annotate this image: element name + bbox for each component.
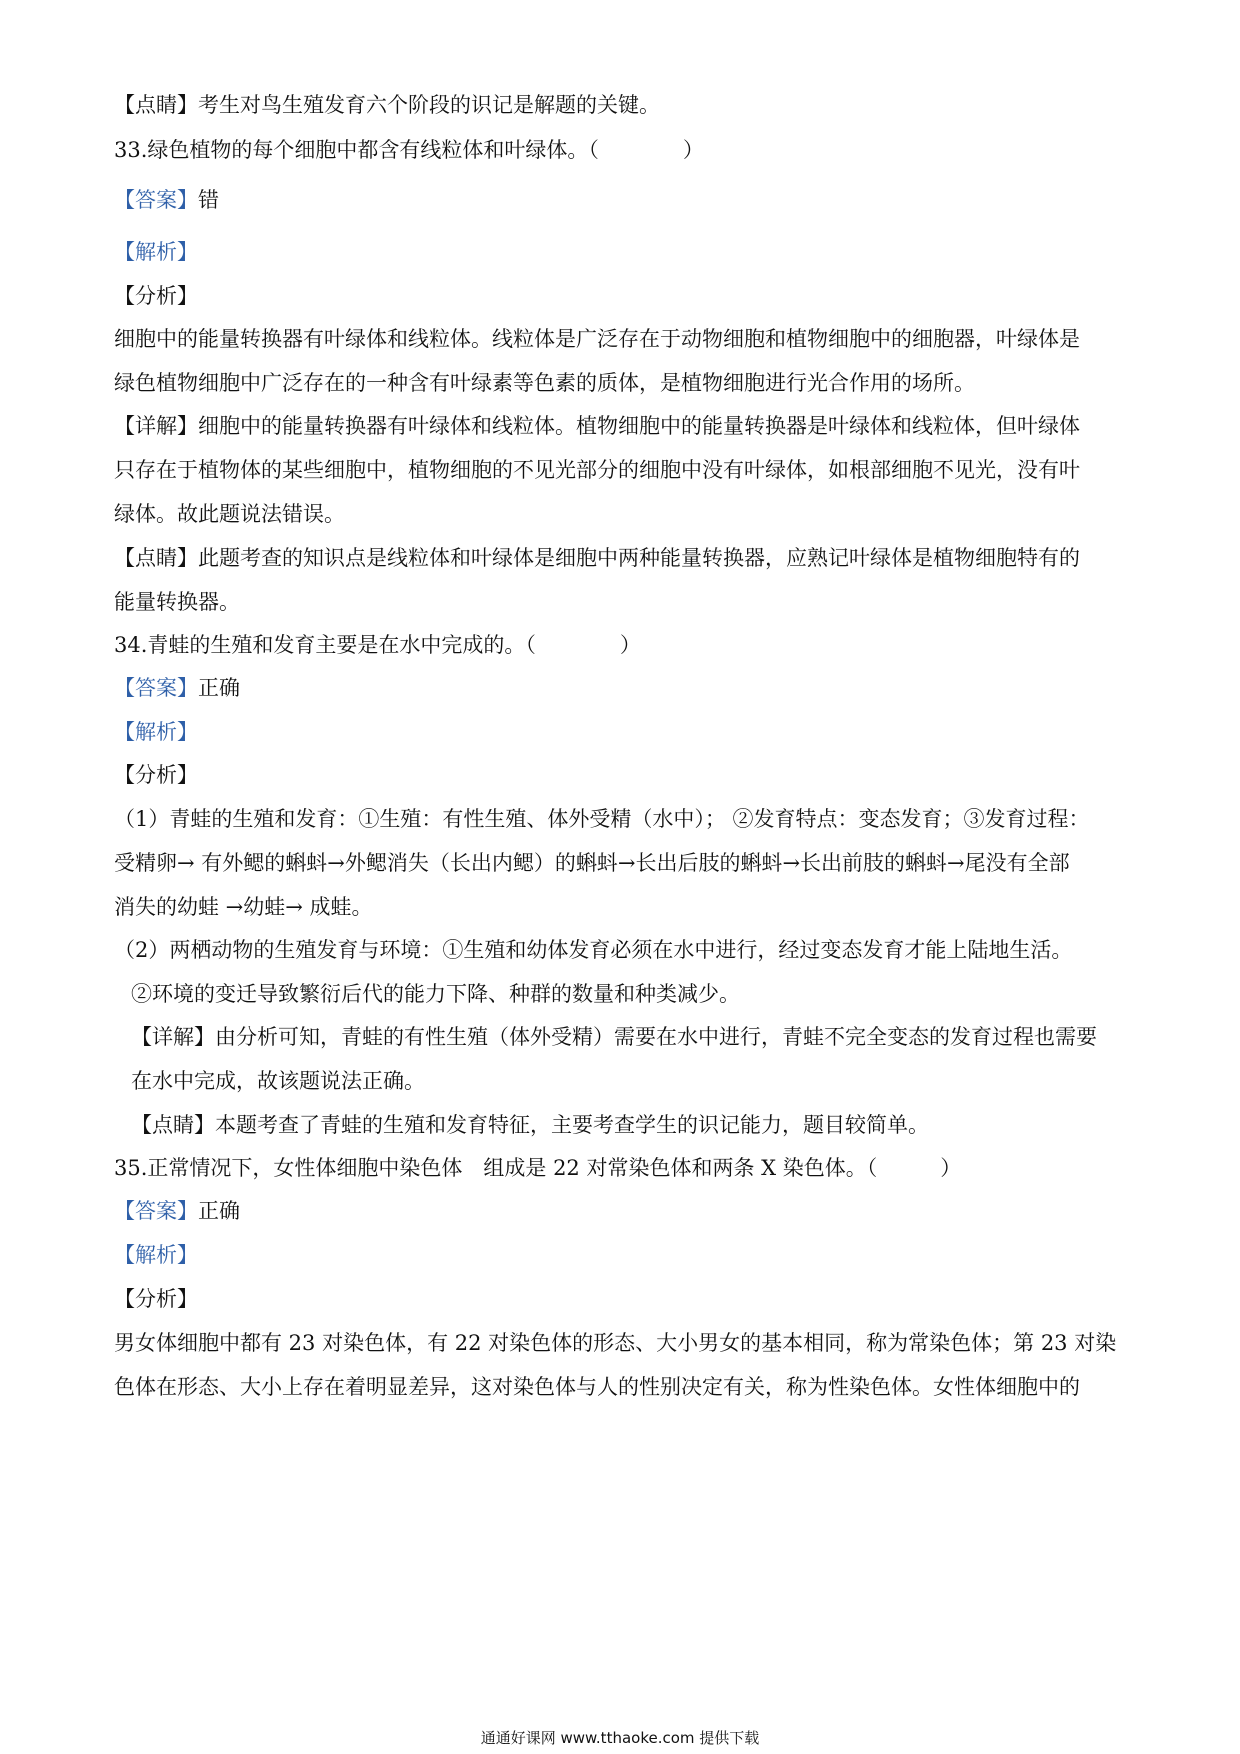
analysis-label-34: 【解析】 [114, 720, 198, 744]
detail-label: 【详解】 [114, 414, 198, 438]
tip-text: 本题考查了青蛙的生殖和发育特征，主要考查学生的识记能力，题目较简单。 [215, 1113, 929, 1137]
detail-label: 【详解】 [131, 1025, 215, 1049]
page-footer: 通通好课网 www.tthaoke.com 提供下载 [480, 1729, 760, 1747]
paragraph-33b: 绿色植物细胞中广泛存在的一种含有叶绿素等色素的质体，是植物细胞进行光合作用的场所。 [114, 371, 975, 395]
paragraph-35a: 男女体细胞中都有 23 对染色体，有 22 对染色体的形态、大小男女的基本相同，称为常染色体；第 23 对染 [114, 1331, 1117, 1355]
question-35: 35.正常情况下，女性体细胞中染色体 组成是 22 对常染色体和两条 X 染色体。（ ） [114, 1156, 962, 1180]
answer-value: 错 [198, 188, 219, 212]
answer-label: 【答案】 [114, 676, 198, 700]
tip-label: 【点睛】 [114, 93, 198, 117]
answer-35 [114, 1196, 1134, 1226]
paragraph-34c: 消失的幼蛙 →幼蛙→ 成蛙。 [114, 895, 373, 919]
answer-34 [114, 673, 1134, 703]
tip-text: 考生对鸟生殖发育六个阶段的识记是解题的关键。 [198, 93, 660, 117]
detail-33c: 绿体。故此题说法错误。 [114, 502, 345, 526]
fenxi-label-33: 【分析】 [114, 284, 198, 308]
detail-text: 细胞中的能量转换器有叶绿体和线粒体。植物细胞中的能量转换器是叶绿体和线粒体，但叶绿体 [198, 414, 1080, 438]
tip-34 [131, 1110, 1151, 1140]
answer-value: 正确 [198, 676, 240, 700]
fenxi-label-34: 【分析】 [114, 763, 198, 787]
paragraph-33a: 细胞中的能量转换器有叶绿体和线粒体。线粒体是广泛存在于动物细胞和植物细胞中的细胞器，叶绿体是 [114, 327, 1080, 351]
paragraph-34a: （1）青蛙的生殖和发育：①生殖：有性生殖、体外受精（水中）； ②发育特点：变态发育；③发育过程： [114, 807, 1090, 831]
tip-33 [114, 543, 1134, 573]
question-34: 34.青蛙的生殖和发育主要是在水中完成的。（ ） [114, 633, 641, 657]
answer-label: 【答案】 [114, 188, 198, 212]
tip-line-q32 [114, 90, 1134, 120]
detail-34 [131, 1022, 1151, 1052]
detail-33 [114, 411, 1134, 441]
detail-33b: 只存在于植物体的某些细胞中，植物细胞的不见光部分的细胞中没有叶绿体，如根部细胞不见光，没有叶 [114, 458, 1080, 482]
paragraph-34e: ②环境的变迁导致繁衍后代的能力下降、种群的数量和种类减少。 [131, 982, 740, 1006]
tip-label: 【点睛】 [114, 546, 198, 570]
answer-value: 正确 [198, 1199, 240, 1223]
detail-text: 由分析可知，青蛙的有性生殖（体外受精）需要在水中进行，青蛙不完全变态的发育过程也需要 [215, 1025, 1097, 1049]
analysis-label-33: 【解析】 [114, 240, 198, 264]
paragraph-35b: 色体在形态、大小上存在着明显差异，这对染色体与人的性别决定有关，称为性染色体。女性体细胞中的 [114, 1375, 1080, 1399]
answer-33 [114, 185, 1134, 215]
tip-label: 【点睛】 [131, 1113, 215, 1137]
answer-label: 【答案】 [114, 1199, 198, 1223]
tip-33b: 能量转换器。 [114, 590, 240, 614]
analysis-label-35: 【解析】 [114, 1243, 198, 1267]
tip-text: 此题考查的知识点是线粒体和叶绿体是细胞中两种能量转换器，应熟记叶绿体是植物细胞特有的 [198, 546, 1080, 570]
question-33: 33.绿色植物的每个细胞中都含有线粒体和叶绿体。（ ） [114, 138, 704, 162]
fenxi-label-35: 【分析】 [114, 1287, 198, 1311]
paragraph-34b: 受精卵→ 有外鳃的蝌蚪→外鳃消失（长出内鳃）的蝌蚪→长出后肢的蝌蚪→长出前肢的蝌蚪→尾没有全部 [114, 851, 1070, 875]
detail-34b: 在水中完成，故该题说法正确。 [131, 1069, 425, 1093]
paragraph-34d: （2）两栖动物的生殖发育与环境：①生殖和幼体发育必须在水中进行，经过变态发育才能上陆地生活。 [114, 938, 1073, 962]
